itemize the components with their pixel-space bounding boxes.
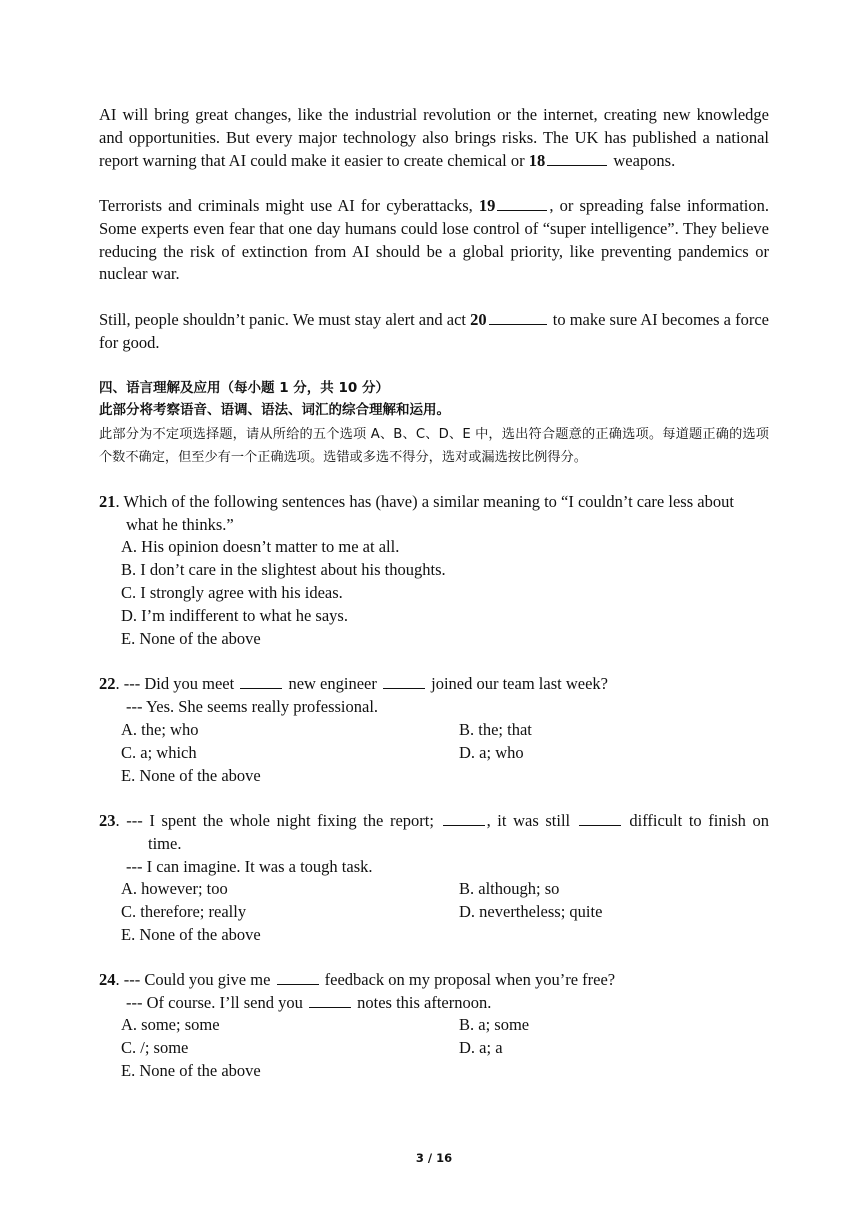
question-number: 23 [99,811,116,830]
question-stem: new engineer [284,674,381,693]
question-21 [99,491,769,537]
blank-number-20: 20 [470,310,487,329]
option-b[interactable]: B. although; so [459,879,560,898]
option-c[interactable]: C. a; which [121,743,197,762]
question-stem-cont: what he thinks.” [126,514,234,534]
question-stem: . --- I spent the whole night fixing the report; [115,811,441,830]
section-subtitle: 此部分将考察语音、语调、语法、词汇的综合理解和运用。 [99,402,450,418]
question-stem: , it was still [486,811,577,830]
blank-number-19: 19 [478,196,496,215]
passage-text: AI will bring great changes, like the industrial revolution or the internet, creating new knowledge and opportunities. But every major technology also brings risks. The UK has published a national report warning that AI could make it easier to create chemical or [99,105,769,170]
question-number: 22 [99,674,116,693]
question-number: 24 [99,970,116,989]
question-stem: . --- Could you give me [115,970,275,989]
dialogue-reply: --- Yes. She seems really professional. [126,696,379,716]
answer-blank[interactable] [443,810,485,826]
question-stem: feedback on my proposal when you’re free? [320,970,616,989]
question-stem: . --- Did you meet [115,674,239,693]
option-a[interactable]: A. His opinion doesn’t matter to me at all. [121,537,400,556]
option-e[interactable]: E. None of the above [121,766,261,785]
question-24 [99,969,769,1015]
answer-blank[interactable] [383,673,425,689]
option-d[interactable]: D. a; a [459,1038,503,1057]
option-c[interactable]: C. /; some [121,1038,189,1057]
question-stem: . Which of the following sentences has (have) a similar meaning to “I couldn’t care less about [115,492,734,511]
passage-paragraph-2 [99,195,769,286]
option-d[interactable]: D. a; who [459,743,524,762]
option-c[interactable]: C. therefore; really [121,902,247,921]
question-number: 21 [99,492,116,511]
question-stem: difficult to finish on [622,811,769,830]
passage-text: Terrorists and criminals might use AI for cyberattacks, [99,196,479,215]
question-22 [99,673,769,719]
option-b[interactable]: B. I don’t care in the slightest about his thoughts. [121,560,446,579]
answer-blank[interactable] [277,969,319,985]
section-title: 四、语言理解及应用（每小题 1 分，共 10 分） [99,380,389,396]
answer-blank[interactable] [309,992,351,1008]
section-instruction: 此部分为不定项选择题，请从所给的五个选项 A、B、C、D、E 中，选出符合题意的正确选项。每道题正确的选项个数不确定，但至少有一个正确选项。选错或多选不得分，选对或漏选按比例得分。 [99,427,769,465]
option-b[interactable]: B. the; that [459,720,532,739]
passage-text: Still, people shouldn’t panic. We must stay alert and act [99,310,471,329]
passage-text: to make sure AI becomes a force for good. [99,310,769,352]
answer-blank[interactable] [579,810,621,826]
answer-blank-20[interactable] [489,309,547,325]
passage-text: weapons. [609,150,676,170]
option-e[interactable]: E. None of the above [121,1061,261,1080]
option-a[interactable]: A. the; who [121,720,199,739]
option-c[interactable]: C. I strongly agree with his ideas. [121,583,343,602]
dialogue-reply: --- I can imagine. It was a tough task. [126,856,373,876]
passage-text: , or spreading false information. Some experts even fear that one day humans could lose control of “super intelligence”. They believe reducing the risk of extinction from AI should be a global priority, like preventing pandemics or nuclear war. [99,196,769,284]
option-e[interactable]: E. None of the above [121,925,261,944]
option-d[interactable]: D. nevertheless; quite [459,902,603,921]
dialogue-reply: --- Of course. I’ll send you [126,992,307,1012]
answer-blank[interactable] [240,673,282,689]
answer-blank-19[interactable] [497,195,547,211]
page-number: 3 / 16 [415,1151,453,1165]
blank-number-18: 18 [528,150,546,170]
question-stem: joined our team last week? [426,674,608,693]
option-b[interactable]: B. a; some [459,1015,530,1034]
option-a[interactable]: A. some; some [121,1015,220,1034]
option-d[interactable]: D. I’m indifferent to what he says. [121,606,348,625]
dialogue-reply: notes this afternoon. [352,992,492,1012]
question-stem-cont: time. [148,833,182,853]
answer-blank-18[interactable] [547,150,607,166]
question-23 [99,810,769,878]
passage-paragraph-1 [99,104,769,172]
option-e[interactable]: E. None of the above [121,629,261,648]
passage-paragraph-3 [99,309,769,355]
option-a[interactable]: A. however; too [121,879,228,898]
